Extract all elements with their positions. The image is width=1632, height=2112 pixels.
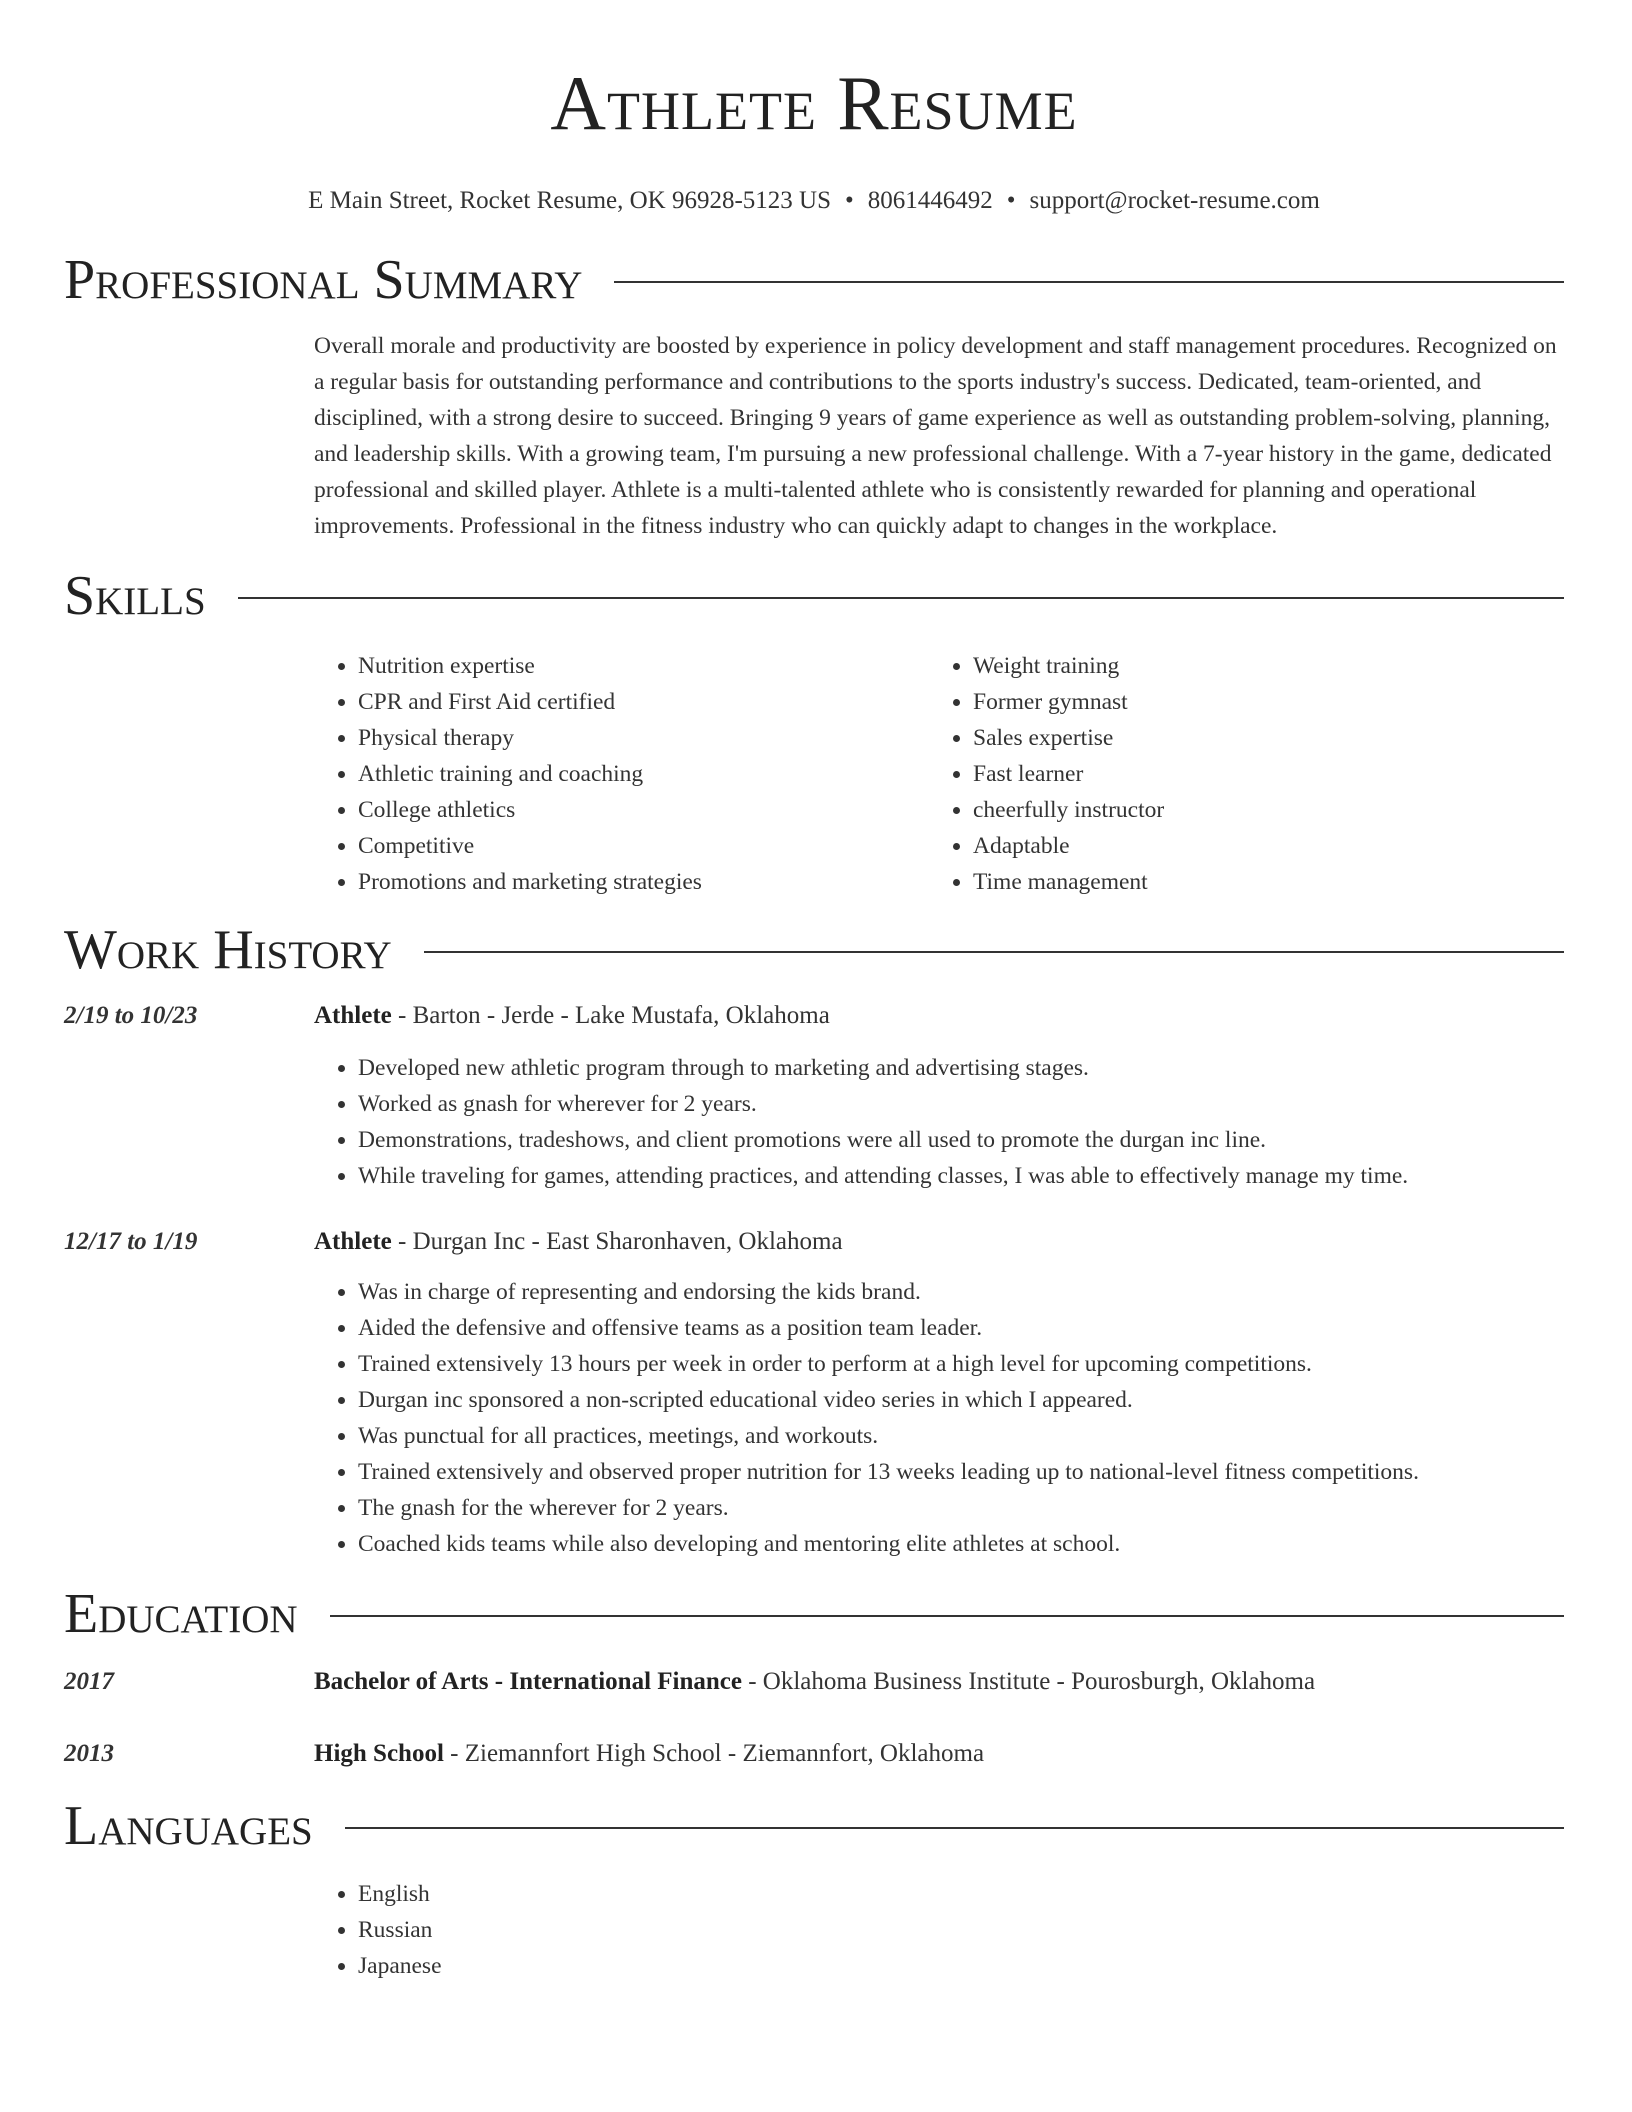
skill-item: • Promotions and marketing strategies: [358, 864, 929, 900]
skills-list-left: [314, 648, 929, 900]
skill-item: • Time management: [973, 864, 1544, 900]
section-divider: [614, 281, 1564, 283]
job-title: Athlete: [314, 1228, 392, 1255]
job-bullet: • Coached kids teams while also developing and mentoring elite athletes at school.: [358, 1526, 1564, 1562]
education-section: [64, 1578, 1564, 1772]
education-details: - Ziemannfort High School - Ziemannfort, Oklahoma: [443, 1740, 985, 1767]
job-bullet: • While traveling for games, attending practices, and attending classes, I was able to effectively manage my time.: [358, 1158, 1564, 1194]
skill-item: • cheerfully instructor: [973, 792, 1544, 828]
language-item: • English: [358, 1876, 1564, 1912]
education-content: [314, 1736, 1564, 1772]
languages-header: [64, 1790, 1564, 1862]
job-header: [314, 1224, 1564, 1260]
skill-item: • College athletics: [358, 792, 929, 828]
job-bullets: [314, 1050, 1564, 1194]
skills-section: [64, 560, 1564, 900]
contact-line: [64, 186, 1564, 216]
education-degree: High School: [314, 1740, 444, 1767]
skills-grid: [314, 648, 1564, 900]
languages-content: [314, 1876, 1564, 1984]
job-bullet: • Demonstrations, tradeshows, and client promotions were all used to promote the durgan inc line.: [358, 1122, 1564, 1158]
education-header: [64, 1578, 1564, 1650]
education-degree: Bachelor of Arts - International Finance: [314, 1668, 742, 1695]
contact-separator: •: [1006, 187, 1016, 214]
resume-title: Athlete Resume: [550, 60, 1078, 146]
languages-list: [314, 1876, 1564, 1984]
job-bullet: • Trained extensively 13 hours per week in order to perform at a high level for upcoming competitions.: [358, 1346, 1564, 1382]
skill-item: • Sales expertise: [973, 720, 1544, 756]
job-dates: 12/17 to 1/19: [64, 1228, 198, 1255]
contact-separator: •: [845, 187, 854, 214]
skill-item: • Physical therapy: [358, 720, 929, 756]
summary-row: [64, 328, 1564, 544]
job-bullet: • Trained extensively and observed proper nutrition for 13 weeks leading up to national-level fitness competitions.: [358, 1454, 1564, 1490]
job-bullet: • Durgan inc sponsored a non-scripted educational video series in which I appeared.: [358, 1382, 1564, 1418]
education-details: - Oklahoma Business Institute - Pourosburgh, Oklahoma: [741, 1668, 1316, 1695]
languages-heading: Languages: [64, 1795, 313, 1857]
job-bullet: • Aided the defensive and offensive teams as a position team leader.: [358, 1310, 1564, 1346]
summary-heading: Professional Summary: [64, 249, 583, 311]
work-section: [64, 914, 1564, 1562]
languages-spacer: [64, 1876, 314, 1984]
education-year: 2017: [64, 1668, 114, 1695]
work-heading: Work History: [64, 919, 392, 981]
education-year: 2013: [64, 1740, 114, 1767]
job-details: - Barton - Jerde - Lake Mustafa, Oklahoma: [391, 1002, 830, 1029]
language-item: • Japanese: [358, 1948, 1564, 1984]
job-bullet: • The gnash for the wherever for 2 years.: [358, 1490, 1564, 1526]
section-divider: [238, 597, 1564, 599]
section-divider: [345, 1827, 1564, 1829]
summary-text: Overall morale and productivity are boosted by experience in policy development and staff management procedures. Recognized on a regular basis for outstanding performance and contributions to the sports industry's success. Dedicated, team-oriented, and disciplined, with a strong desire to succeed. Bringing 9 years of game experience as well as outstanding problem-solving, planning, and leadership skills. With a growing team, I'm pursuing a new professional challenge. With a 7-year history in the game, dedicated professional and skilled player. Athlete is a multi-talented athlete who is consistently rewarded for planning and operational improvements. Professional in the fitness industry who can quickly adapt to changes in the workplace.: [314, 333, 1557, 539]
skill-item: • Athletic training and coaching: [358, 756, 929, 792]
skills-column-right: [929, 648, 1544, 900]
job-content: [314, 998, 1564, 1194]
education-entry: [64, 1736, 1564, 1772]
skills-heading: Skills: [64, 565, 206, 627]
job-content: [314, 1224, 1564, 1562]
education-heading: Education: [64, 1583, 298, 1645]
job-bullet: • Was punctual for all practices, meetings, and workouts.: [358, 1418, 1564, 1454]
section-divider: [424, 951, 1564, 953]
job-bullet: • Worked as gnash for wherever for 2 years.: [358, 1086, 1564, 1122]
job-dates: 2/19 to 10/23: [64, 1002, 198, 1029]
job-header: [314, 998, 1564, 1034]
skill-item: • Nutrition expertise: [358, 648, 929, 684]
job-entry: [64, 998, 1564, 1194]
skill-item: • Fast learner: [973, 756, 1544, 792]
summary-section: [64, 244, 1564, 544]
skill-item: • Weight training: [973, 648, 1544, 684]
work-header: [64, 914, 1564, 986]
skills-list-right: [929, 648, 1544, 900]
summary-content: [314, 328, 1564, 544]
skill-item: • Competitive: [358, 828, 929, 864]
summary-header: [64, 244, 1564, 316]
contact-address: E Main Street, Rocket Resume, OK 96928-5123 US: [308, 187, 832, 214]
section-divider: [330, 1615, 1564, 1617]
language-item: • Russian: [358, 1912, 1564, 1948]
education-entry: [64, 1664, 1564, 1700]
job-details: - Durgan Inc - East Sharonhaven, Oklahoma: [391, 1228, 843, 1255]
languages-section: [64, 1790, 1564, 1984]
job-bullet: • Was in charge of representing and endorsing the kids brand.: [358, 1274, 1564, 1310]
skill-item: • Former gymnast: [973, 684, 1544, 720]
skill-item: • CPR and First Aid certified: [358, 684, 929, 720]
languages-row: [64, 1876, 1564, 1984]
summary-spacer: [64, 328, 314, 544]
skills-header: [64, 560, 1564, 632]
contact-email: support@rocket-resume.com: [1029, 187, 1320, 214]
skills-column-left: [314, 648, 929, 900]
job-title: Athlete: [314, 1002, 392, 1029]
job-bullet: • Developed new athletic program through to marketing and advertising stages.: [358, 1050, 1564, 1086]
contact-phone: 8061446492: [867, 187, 993, 214]
job-bullets: [314, 1274, 1564, 1562]
skills-row: [64, 648, 1564, 900]
skill-item: • Adaptable: [973, 828, 1544, 864]
job-entry: [64, 1224, 1564, 1562]
skills-spacer: [64, 648, 314, 900]
education-content: [314, 1664, 1564, 1700]
